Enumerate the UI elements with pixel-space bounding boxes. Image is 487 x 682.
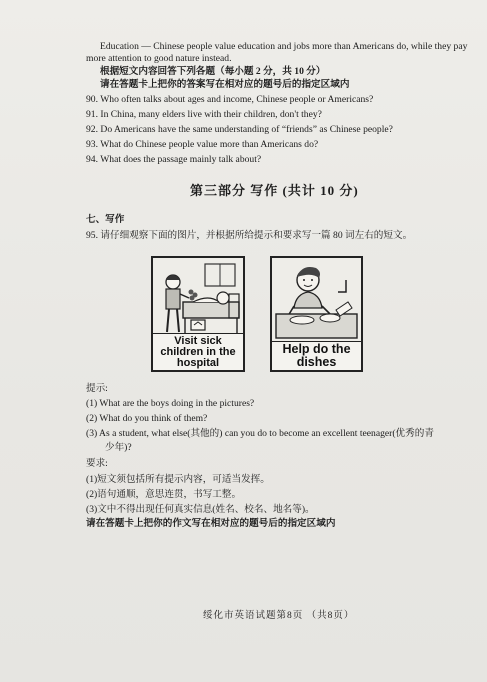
picture-caption-left: Visit sick children in the hospital xyxy=(153,333,243,370)
hints-label: 提示: xyxy=(86,383,108,394)
writing-task: 95. 请仔细观察下面的图片，并根据所给提示和要求写一篇 80 词左右的短文。 xyxy=(86,230,413,241)
passage-line: more attention to good nature instead. xyxy=(86,53,232,64)
part3-title: 第三部分 写作 (共计 10 分) xyxy=(190,183,359,198)
requirements-label: 要求: xyxy=(86,458,108,469)
answer-area-note: 请在答题卡上把你的答案写在相对应的题号后的指定区域内 xyxy=(100,79,350,90)
section-heading: 七、写作 xyxy=(86,214,125,225)
hint-item: (3) As a student, what else(其他的) can you do to become an excellent teenager(优秀的青 xyxy=(86,428,434,439)
dishes-illustration xyxy=(272,258,361,342)
picture-visit-hospital xyxy=(151,256,245,372)
requirement-item: (1)短文须包括所有提示内容，可适当发挥。 xyxy=(86,474,270,485)
question-91: 91. In China, many elders live with their children, don't they? xyxy=(86,109,322,120)
composition-answer-note: 请在答题卡上把你的作文写在相对应的题号后的指定区域内 xyxy=(86,518,336,529)
question-94: 94. What does the passage mainly talk about? xyxy=(86,154,262,165)
picture-caption-right: Help do the dishes xyxy=(272,341,361,370)
picture-do-dishes xyxy=(270,256,363,372)
question-90: 90. Who often talks about ages and income, Chinese people or Americans? xyxy=(86,94,374,105)
hint-item: (1) What are the boys doing in the pictures? xyxy=(86,398,255,409)
question-93: 93. What do Chinese people value more than Americans do? xyxy=(86,139,319,150)
hint-item-continued: 少年)? xyxy=(105,442,132,453)
requirement-item: (3)文中不得出现任何真实信息(姓名、校名、地名等)。 xyxy=(86,504,315,515)
requirement-item: (2)语句通顺，意思连贯，书写工整。 xyxy=(86,489,242,500)
reading-task-instruction: 根据短文内容回答下列各题（每小题 2 分，共 10 分） xyxy=(100,66,326,77)
passage-line: Education — Chinese people value education and jobs more than Americans do, while they pay xyxy=(100,41,468,52)
question-92: 92. Do Americans have the same understanding of “friends” as Chinese people? xyxy=(86,124,393,135)
hospital-illustration xyxy=(153,258,243,342)
page-footer: 绥化市英语试题第8页 （共8页） xyxy=(203,611,355,621)
hint-item: (2) What do you think of them? xyxy=(86,413,208,424)
